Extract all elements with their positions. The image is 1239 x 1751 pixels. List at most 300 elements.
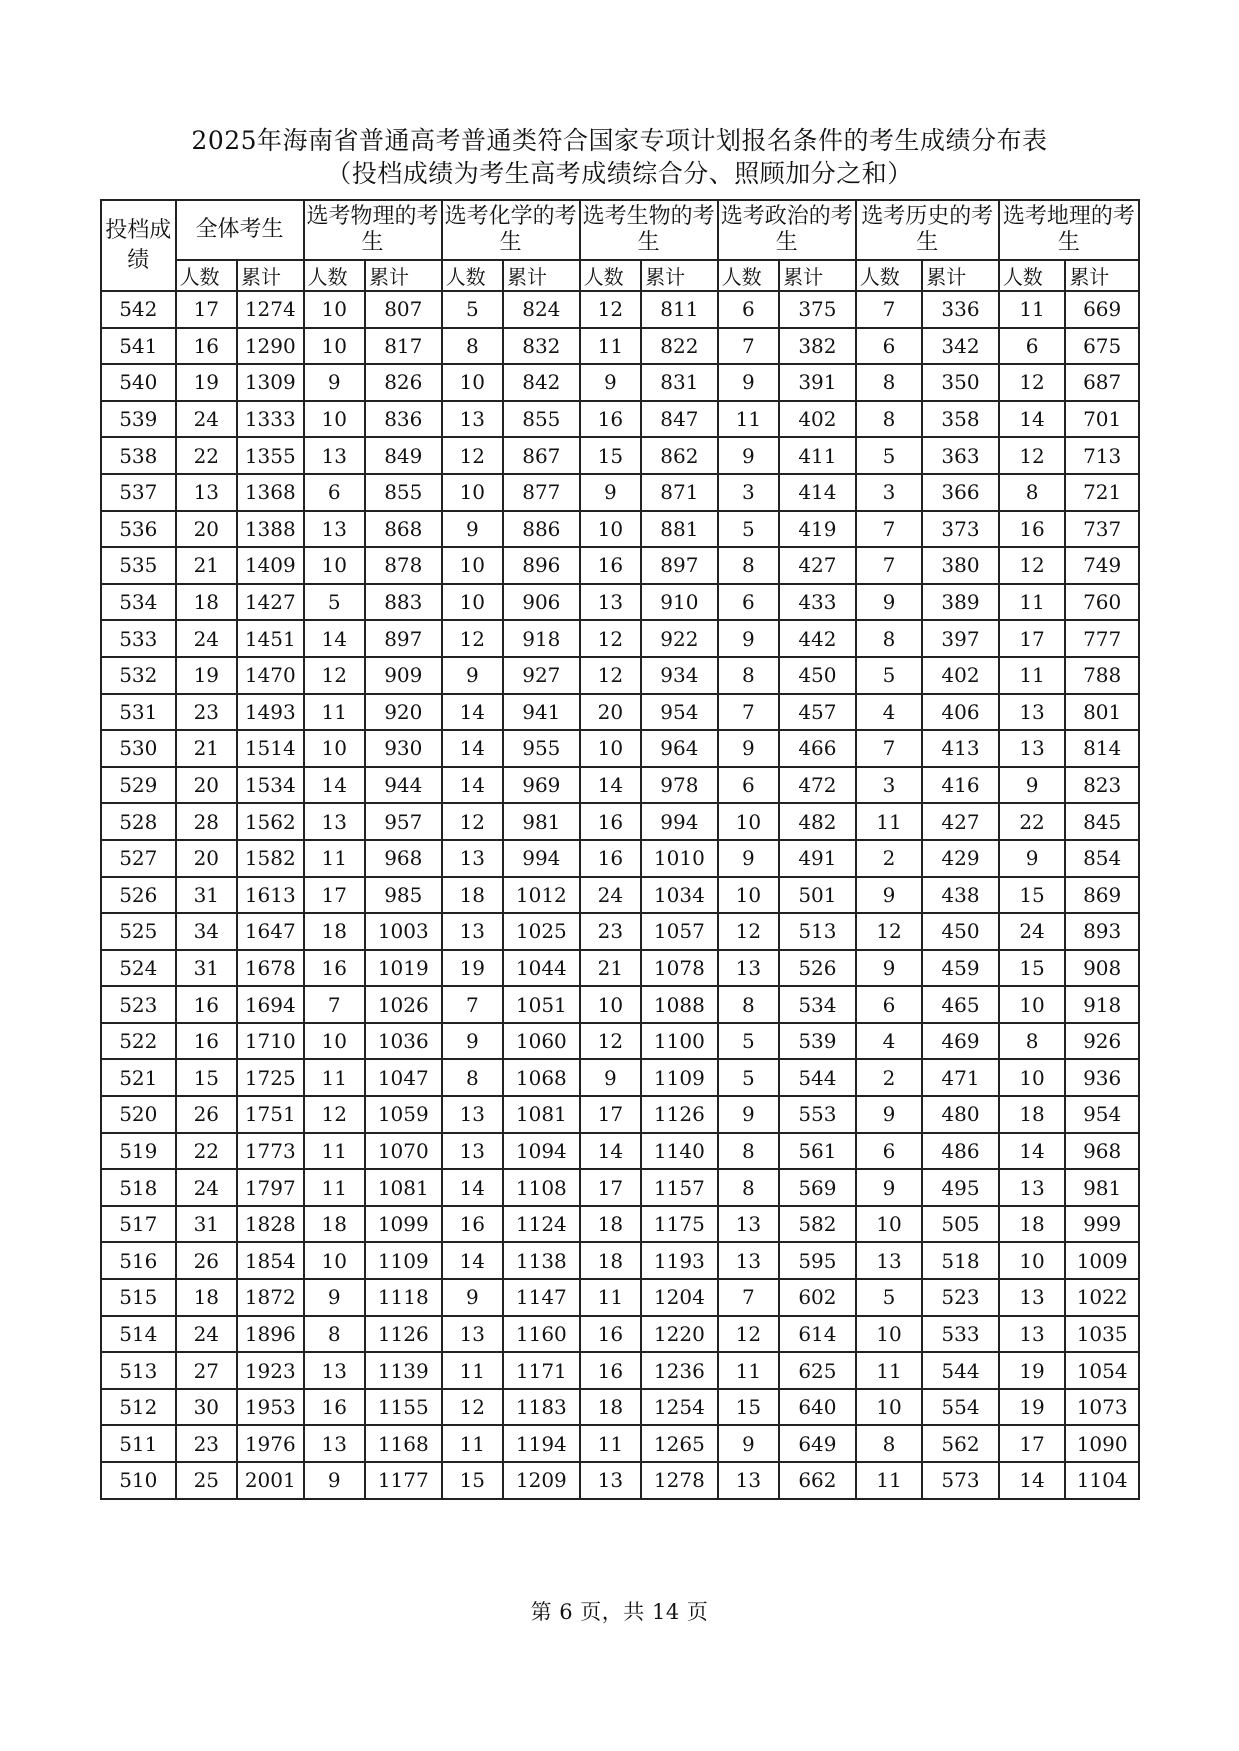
table-row	[101, 620, 1139, 657]
count-cell: 17	[580, 1169, 641, 1206]
cumulative-cell: 482	[779, 803, 856, 840]
cumulative-header: 累计	[1065, 260, 1139, 291]
cumulative-cell: 582	[779, 1206, 856, 1243]
cumulative-header: 累计	[365, 260, 442, 291]
count-cell: 10	[304, 1023, 365, 1060]
count-cell: 13	[580, 1462, 641, 1499]
cumulative-cell: 1010	[641, 840, 718, 877]
count-cell: 11	[442, 1352, 503, 1389]
cumulative-cell: 486	[922, 1133, 999, 1170]
cumulative-cell: 845	[1065, 803, 1139, 840]
cumulative-cell: 1368	[237, 474, 304, 511]
cumulative-header: 累计	[922, 260, 999, 291]
cumulative-cell: 1124	[503, 1206, 580, 1243]
count-cell: 6	[718, 584, 779, 621]
count-cell: 14	[442, 767, 503, 804]
count-cell: 14	[442, 1169, 503, 1206]
count-cell: 20	[580, 694, 641, 731]
count-cell: 9	[718, 1096, 779, 1133]
count-cell: 18	[176, 584, 237, 621]
count-cell: 5	[304, 584, 365, 621]
count-cell: 12	[442, 1389, 503, 1426]
count-cell: 34	[176, 913, 237, 950]
count-cell: 12	[856, 913, 923, 950]
count-cell: 8	[718, 547, 779, 584]
count-cell: 7	[856, 547, 923, 584]
cumulative-cell: 926	[1065, 1023, 1139, 1060]
cumulative-cell: 881	[641, 511, 718, 548]
cumulative-cell: 363	[922, 437, 999, 474]
count-cell: 13	[442, 840, 503, 877]
count-cell: 4	[856, 694, 923, 731]
count-cell: 19	[999, 1352, 1066, 1389]
table-row	[101, 328, 1139, 365]
count-cell: 20	[176, 840, 237, 877]
cumulative-cell: 466	[779, 730, 856, 767]
cumulative-cell: 1088	[641, 986, 718, 1023]
cumulative-cell: 1773	[237, 1133, 304, 1170]
score-cell: 512	[101, 1389, 176, 1426]
cumulative-cell: 1044	[503, 950, 580, 987]
cumulative-cell: 1108	[503, 1169, 580, 1206]
cumulative-cell: 373	[922, 511, 999, 548]
cumulative-cell: 934	[641, 657, 718, 694]
cumulative-cell: 822	[641, 328, 718, 365]
count-cell: 26	[176, 1096, 237, 1133]
cumulative-cell: 614	[779, 1316, 856, 1353]
count-cell: 16	[176, 1023, 237, 1060]
cumulative-cell: 465	[922, 986, 999, 1023]
cumulative-cell: 1126	[365, 1316, 442, 1353]
cumulative-cell: 1265	[641, 1425, 718, 1462]
count-cell: 8	[718, 1133, 779, 1170]
table-row	[101, 950, 1139, 987]
count-cell: 7	[304, 986, 365, 1023]
count-cell: 14	[999, 1462, 1066, 1499]
count-cell: 2	[856, 1059, 923, 1096]
count-cell: 8	[856, 1425, 923, 1462]
count-cell: 13	[442, 1316, 503, 1353]
count-cell: 7	[856, 291, 923, 328]
count-cell: 13	[999, 1316, 1066, 1353]
cumulative-cell: 505	[922, 1206, 999, 1243]
cumulative-cell: 737	[1065, 511, 1139, 548]
count-cell: 31	[176, 1206, 237, 1243]
count-cell: 31	[176, 950, 237, 987]
count-cell: 17	[176, 291, 237, 328]
cumulative-cell: 826	[365, 364, 442, 401]
table-body	[101, 291, 1139, 1499]
score-cell: 536	[101, 511, 176, 548]
count-cell: 27	[176, 1352, 237, 1389]
count-cell: 11	[999, 584, 1066, 621]
cumulative-cell: 569	[779, 1169, 856, 1206]
count-cell: 17	[580, 1096, 641, 1133]
count-cell: 11	[580, 1425, 641, 1462]
count-cell: 16	[442, 1206, 503, 1243]
count-cell: 8	[442, 328, 503, 365]
cumulative-cell: 1725	[237, 1059, 304, 1096]
count-cell: 9	[304, 364, 365, 401]
count-cell: 12	[999, 547, 1066, 584]
table-row	[101, 1462, 1139, 1499]
cumulative-cell: 1534	[237, 767, 304, 804]
count-cell: 16	[580, 1316, 641, 1353]
count-cell: 9	[718, 1425, 779, 1462]
count-cell: 16	[580, 803, 641, 840]
count-cell: 10	[442, 474, 503, 511]
cumulative-cell: 1220	[641, 1316, 718, 1353]
table-row	[101, 1169, 1139, 1206]
cumulative-cell: 1797	[237, 1169, 304, 1206]
cumulative-cell: 855	[365, 474, 442, 511]
count-cell: 8	[718, 1169, 779, 1206]
cumulative-cell: 847	[641, 401, 718, 438]
table-row	[101, 1133, 1139, 1170]
table-row	[101, 803, 1139, 840]
cumulative-cell: 1060	[503, 1023, 580, 1060]
score-cell: 514	[101, 1316, 176, 1353]
group-header-history: 选考历史的考生	[856, 200, 999, 260]
cumulative-cell: 1140	[641, 1133, 718, 1170]
count-cell: 9	[999, 840, 1066, 877]
count-cell: 14	[999, 401, 1066, 438]
count-cell: 14	[304, 620, 365, 657]
cumulative-cell: 968	[1065, 1133, 1139, 1170]
count-cell: 13	[580, 584, 641, 621]
cumulative-cell: 640	[779, 1389, 856, 1426]
score-cell: 529	[101, 767, 176, 804]
count-cell: 11	[304, 1169, 365, 1206]
count-cell: 23	[176, 694, 237, 731]
cumulative-cell: 968	[365, 840, 442, 877]
count-cell: 12	[442, 620, 503, 657]
count-cell: 26	[176, 1242, 237, 1279]
count-cell: 6	[718, 767, 779, 804]
cumulative-cell: 438	[922, 877, 999, 914]
table-row	[101, 694, 1139, 731]
cumulative-cell: 1388	[237, 511, 304, 548]
score-cell: 535	[101, 547, 176, 584]
cumulative-cell: 1274	[237, 291, 304, 328]
score-cell: 528	[101, 803, 176, 840]
cumulative-cell: 854	[1065, 840, 1139, 877]
cumulative-cell: 402	[779, 401, 856, 438]
cumulative-cell: 1155	[365, 1389, 442, 1426]
count-cell: 10	[304, 730, 365, 767]
cumulative-cell: 397	[922, 620, 999, 657]
cumulative-cell: 413	[922, 730, 999, 767]
cumulative-cell: 1126	[641, 1096, 718, 1133]
count-cell: 7	[718, 328, 779, 365]
count-cell: 9	[718, 840, 779, 877]
score-cell: 521	[101, 1059, 176, 1096]
cumulative-cell: 981	[1065, 1169, 1139, 1206]
count-cell: 6	[856, 1133, 923, 1170]
cumulative-cell: 1409	[237, 547, 304, 584]
cumulative-cell: 777	[1065, 620, 1139, 657]
count-cell: 10	[856, 1389, 923, 1426]
cumulative-cell: 1019	[365, 950, 442, 987]
count-cell: 10	[304, 328, 365, 365]
cumulative-cell: 1710	[237, 1023, 304, 1060]
cumulative-cell: 1054	[1065, 1352, 1139, 1389]
cumulative-cell: 883	[365, 584, 442, 621]
count-cell: 14	[580, 767, 641, 804]
score-cell: 522	[101, 1023, 176, 1060]
count-cell: 9	[718, 620, 779, 657]
count-cell: 11	[304, 840, 365, 877]
cumulative-header: 累计	[779, 260, 856, 291]
score-column-header: 投档成绩	[101, 200, 176, 291]
count-cell: 8	[856, 401, 923, 438]
cumulative-cell: 1047	[365, 1059, 442, 1096]
count-cell: 9	[856, 1096, 923, 1133]
cumulative-cell: 999	[1065, 1206, 1139, 1243]
count-cell: 13	[442, 913, 503, 950]
count-cell: 18	[999, 1206, 1066, 1243]
cumulative-cell: 491	[779, 840, 856, 877]
cumulative-cell: 1193	[641, 1242, 718, 1279]
count-cell: 5	[442, 291, 503, 328]
count-cell: 11	[856, 803, 923, 840]
count-cell: 10	[580, 730, 641, 767]
count-cell: 10	[304, 291, 365, 328]
count-cell: 18	[999, 1096, 1066, 1133]
cumulative-cell: 1872	[237, 1279, 304, 1316]
score-cell: 518	[101, 1169, 176, 1206]
count-cell: 10	[304, 1242, 365, 1279]
score-cell: 516	[101, 1242, 176, 1279]
count-cell: 9	[442, 511, 503, 548]
cumulative-cell: 1035	[1065, 1316, 1139, 1353]
count-header: 人数	[442, 260, 503, 291]
count-cell: 10	[304, 401, 365, 438]
count-cell: 16	[580, 547, 641, 584]
count-cell: 15	[442, 1462, 503, 1499]
count-cell: 8	[442, 1059, 503, 1096]
count-cell: 11	[718, 401, 779, 438]
group-header-geography: 选考地理的考生	[999, 200, 1139, 260]
cumulative-cell: 918	[503, 620, 580, 657]
count-cell: 11	[580, 328, 641, 365]
score-cell: 533	[101, 620, 176, 657]
count-cell: 10	[856, 1316, 923, 1353]
count-cell: 3	[856, 767, 923, 804]
cumulative-cell: 1012	[503, 877, 580, 914]
cumulative-cell: 1694	[237, 986, 304, 1023]
cumulative-cell: 1514	[237, 730, 304, 767]
count-cell: 9	[856, 1169, 923, 1206]
cumulative-cell: 893	[1065, 913, 1139, 950]
count-cell: 19	[442, 950, 503, 987]
count-cell: 20	[176, 767, 237, 804]
score-cell: 541	[101, 328, 176, 365]
cumulative-cell: 1090	[1065, 1425, 1139, 1462]
title-block	[0, 124, 1239, 190]
count-cell: 12	[999, 437, 1066, 474]
count-cell: 13	[304, 803, 365, 840]
cumulative-cell: 1109	[365, 1242, 442, 1279]
cumulative-cell: 868	[365, 511, 442, 548]
count-header: 人数	[718, 260, 779, 291]
cumulative-cell: 811	[641, 291, 718, 328]
cumulative-cell: 416	[922, 767, 999, 804]
cumulative-cell: 1183	[503, 1389, 580, 1426]
table-row	[101, 584, 1139, 621]
cumulative-cell: 539	[779, 1023, 856, 1060]
table-row	[101, 1059, 1139, 1096]
count-cell: 13	[176, 474, 237, 511]
cumulative-cell: 801	[1065, 694, 1139, 731]
cumulative-cell: 1828	[237, 1206, 304, 1243]
cumulative-cell: 1451	[237, 620, 304, 657]
cumulative-cell: 713	[1065, 437, 1139, 474]
score-cell: 539	[101, 401, 176, 438]
score-cell: 519	[101, 1133, 176, 1170]
count-cell: 12	[442, 437, 503, 474]
count-cell: 11	[304, 1059, 365, 1096]
cumulative-cell: 906	[503, 584, 580, 621]
count-cell: 13	[442, 401, 503, 438]
cumulative-cell: 544	[779, 1059, 856, 1096]
count-header: 人数	[856, 260, 923, 291]
cumulative-cell: 930	[365, 730, 442, 767]
table-row	[101, 1242, 1139, 1279]
count-cell: 10	[999, 1059, 1066, 1096]
count-cell: 4	[856, 1023, 923, 1060]
count-cell: 14	[442, 1242, 503, 1279]
count-cell: 12	[304, 657, 365, 694]
cumulative-cell: 433	[779, 584, 856, 621]
count-cell: 18	[304, 1206, 365, 1243]
cumulative-cell: 871	[641, 474, 718, 511]
count-cell: 5	[856, 437, 923, 474]
count-cell: 16	[176, 986, 237, 1023]
count-cell: 8	[999, 1023, 1066, 1060]
cumulative-cell: 1099	[365, 1206, 442, 1243]
cumulative-cell: 442	[779, 620, 856, 657]
cumulative-cell: 553	[779, 1096, 856, 1133]
cumulative-cell: 1953	[237, 1389, 304, 1426]
header-sub-row	[101, 260, 1139, 291]
cumulative-cell: 1896	[237, 1316, 304, 1353]
cumulative-cell: 1278	[641, 1462, 718, 1499]
group-header-politics: 选考政治的考生	[718, 200, 856, 260]
cumulative-cell: 602	[779, 1279, 856, 1316]
count-cell: 22	[176, 1133, 237, 1170]
score-cell: 515	[101, 1279, 176, 1316]
cumulative-cell: 955	[503, 730, 580, 767]
cumulative-cell: 954	[1065, 1096, 1139, 1133]
count-cell: 11	[999, 291, 1066, 328]
table-row	[101, 437, 1139, 474]
count-cell: 23	[580, 913, 641, 950]
cumulative-cell: 1678	[237, 950, 304, 987]
table-row	[101, 986, 1139, 1023]
count-cell: 3	[718, 474, 779, 511]
count-cell: 9	[442, 1023, 503, 1060]
cumulative-cell: 573	[922, 1462, 999, 1499]
score-cell: 540	[101, 364, 176, 401]
count-cell: 7	[442, 986, 503, 1023]
cumulative-cell: 936	[1065, 1059, 1139, 1096]
count-cell: 11	[304, 1133, 365, 1170]
count-cell: 9	[718, 364, 779, 401]
cumulative-cell: 957	[365, 803, 442, 840]
cumulative-cell: 1025	[503, 913, 580, 950]
cumulative-cell: 994	[503, 840, 580, 877]
count-cell: 12	[304, 1096, 365, 1133]
cumulative-cell: 1613	[237, 877, 304, 914]
count-cell: 9	[999, 767, 1066, 804]
count-cell: 13	[304, 1352, 365, 1389]
score-cell: 510	[101, 1462, 176, 1499]
cumulative-cell: 336	[922, 291, 999, 328]
cumulative-cell: 1081	[503, 1096, 580, 1133]
cumulative-cell: 1026	[365, 986, 442, 1023]
count-cell: 11	[856, 1462, 923, 1499]
score-cell: 524	[101, 950, 176, 987]
cumulative-cell: 832	[503, 328, 580, 365]
cumulative-cell: 1470	[237, 657, 304, 694]
cumulative-cell: 823	[1065, 767, 1139, 804]
score-cell: 537	[101, 474, 176, 511]
count-cell: 9	[304, 1462, 365, 1499]
count-header: 人数	[999, 260, 1066, 291]
count-cell: 13	[304, 1425, 365, 1462]
count-cell: 19	[176, 657, 237, 694]
count-cell: 18	[580, 1206, 641, 1243]
count-cell: 12	[999, 364, 1066, 401]
count-cell: 8	[856, 620, 923, 657]
cumulative-cell: 649	[779, 1425, 856, 1462]
table-row	[101, 364, 1139, 401]
count-cell: 17	[999, 1425, 1066, 1462]
cumulative-cell: 869	[1065, 877, 1139, 914]
table-row	[101, 1279, 1139, 1316]
page-title: 2025年海南省普通高考普通类符合国家专项计划报名条件的考生成绩分布表	[191, 126, 1048, 155]
count-cell: 18	[176, 1279, 237, 1316]
cumulative-cell: 985	[365, 877, 442, 914]
cumulative-cell: 1168	[365, 1425, 442, 1462]
cumulative-cell: 969	[503, 767, 580, 804]
table-row	[101, 1023, 1139, 1060]
cumulative-cell: 1009	[1065, 1242, 1139, 1279]
cumulative-cell: 450	[779, 657, 856, 694]
count-cell: 9	[718, 437, 779, 474]
table-row	[101, 1389, 1139, 1426]
score-cell: 513	[101, 1352, 176, 1389]
count-cell: 10	[442, 547, 503, 584]
count-cell: 14	[442, 730, 503, 767]
cumulative-cell: 469	[922, 1023, 999, 1060]
cumulative-cell: 561	[779, 1133, 856, 1170]
count-cell: 14	[442, 694, 503, 731]
page-footer: 第 6 页，共 14 页	[530, 1600, 709, 1624]
cumulative-cell: 824	[503, 291, 580, 328]
count-cell: 12	[580, 291, 641, 328]
cumulative-cell: 414	[779, 474, 856, 511]
cumulative-cell: 897	[641, 547, 718, 584]
count-cell: 11	[856, 1352, 923, 1389]
count-cell: 10	[999, 986, 1066, 1023]
cumulative-cell: 831	[641, 364, 718, 401]
count-cell: 8	[856, 364, 923, 401]
count-cell: 17	[999, 620, 1066, 657]
cumulative-cell: 526	[779, 950, 856, 987]
count-cell: 14	[999, 1133, 1066, 1170]
